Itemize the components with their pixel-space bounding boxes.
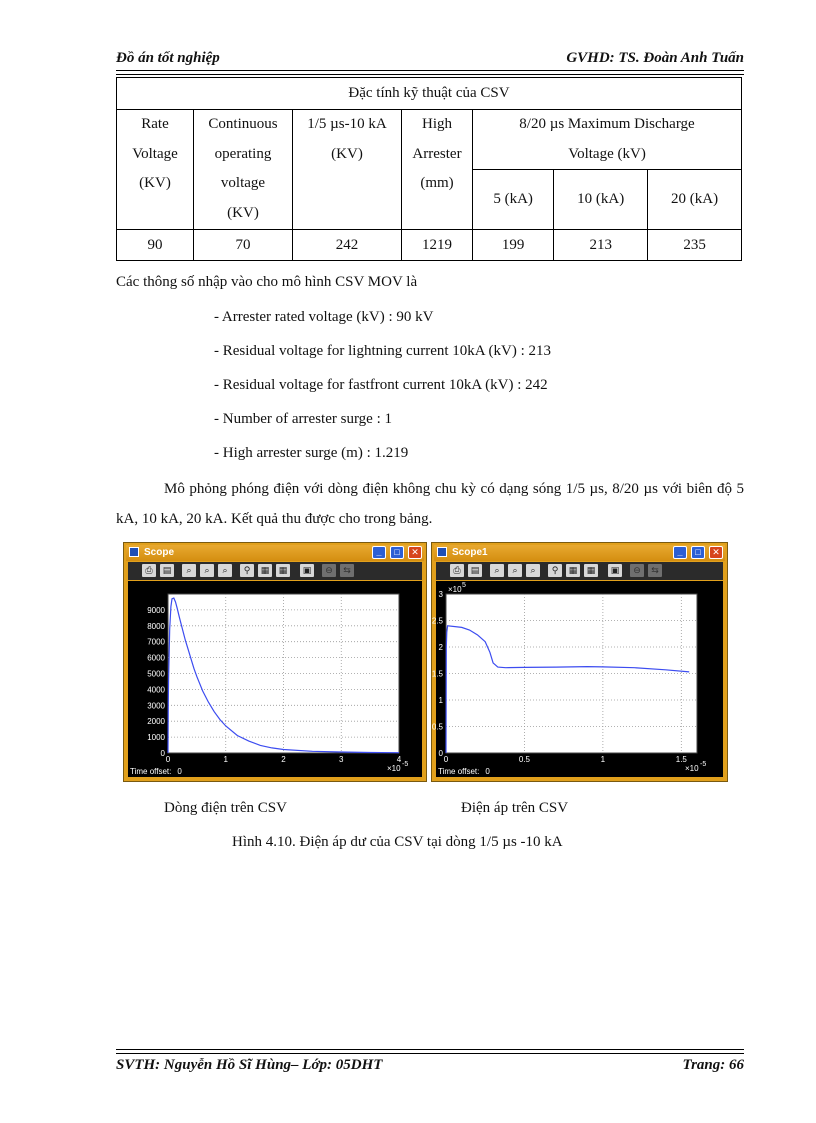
x-exponent-label: ×10 <box>387 764 401 773</box>
simulink-icon <box>129 547 139 557</box>
sub-10ka: 10 (kA) <box>554 170 648 230</box>
x-tick-label: 2 <box>281 755 286 764</box>
y-exponent-power: 5 <box>462 582 466 589</box>
footer-student: SVTH: Nguyễn Hồ Sĩ Hùng– Lớp: 05DHT <box>116 1057 383 1073</box>
figure-caption: Hình 4.10. Điện áp dư của CSV tại dòng 1/5 µs -10 kA <box>232 834 563 850</box>
minimize-icon[interactable]: _ <box>673 546 687 559</box>
y-tick-label: 0.5 <box>431 722 443 732</box>
y-tick-label: 3000 <box>147 701 165 711</box>
y-tick-label: 2000 <box>147 717 165 727</box>
scope-toolbar <box>436 562 723 580</box>
param-item: - Residual voltage for fastfront current 10kA (kV) : 242 <box>214 377 548 393</box>
value-5ka: 199 <box>473 230 554 261</box>
x-tick-label: 1 <box>600 755 606 764</box>
autoscale-icon[interactable]: ⚲ <box>548 564 562 577</box>
close-icon[interactable]: ✕ <box>408 546 422 559</box>
zoom-x-icon[interactable]: ⌕ <box>508 564 522 577</box>
x-tick-label: 0.5 <box>518 755 530 764</box>
voltage-plot <box>431 581 725 778</box>
x-exponent-power: -5 <box>700 761 707 768</box>
scope-plot-area <box>128 581 422 777</box>
param-item: - High arrester surge (m) : 1.219 <box>214 445 409 461</box>
simulink-icon <box>437 547 447 557</box>
maximize-icon[interactable]: □ <box>691 546 705 559</box>
save-axes-icon[interactable]: ▦ <box>258 564 272 577</box>
restore-axes-icon[interactable]: ▦ <box>276 564 290 577</box>
sub-5ka: 5 (kA) <box>473 170 554 230</box>
y-tick-label: 6000 <box>147 653 165 663</box>
scope-window-current[interactable] <box>123 542 427 782</box>
zoom-icon[interactable]: ⌕ <box>182 564 196 577</box>
lock-axes-icon[interactable]: ⊖ <box>630 564 644 577</box>
col-continuous-voltage: Continuous operating voltage (KV) <box>194 110 293 230</box>
zoom-icon[interactable]: ⌕ <box>490 564 504 577</box>
x-tick-label: 0 <box>443 755 449 764</box>
spec-table <box>116 77 742 261</box>
value-high-arrester: 1219 <box>402 230 473 261</box>
y-exponent-label: ×10 <box>448 585 462 594</box>
spec-table-title: Đặc tính kỹ thuật của CSV <box>117 78 742 110</box>
value-rate-voltage: 90 <box>117 230 194 261</box>
y-tick-label: 4000 <box>147 685 165 695</box>
scope-title: Scope1 <box>452 547 488 558</box>
param-item: - Number of arrester surge : 1 <box>214 411 392 427</box>
col-fast-front: 1/5 µs-10 kA (KV) <box>293 110 402 230</box>
y-tick-label: 0 <box>160 749 165 758</box>
x-tick-label: 1 <box>223 755 228 764</box>
current-plot <box>128 581 424 778</box>
x-tick-label: 1.5 <box>675 755 687 764</box>
scope-titlebar[interactable] <box>434 545 725 561</box>
print-icon[interactable]: ⎙ <box>142 564 156 577</box>
sub-20ka: 20 (kA) <box>648 170 742 230</box>
caption-voltage: Điện áp trên CSV <box>461 800 569 816</box>
y-tick-label: 3 <box>438 590 443 599</box>
value-20ka: 235 <box>648 230 742 261</box>
footer-page-number: Trang: 66 <box>682 1057 744 1073</box>
y-tick-label: 9000 <box>147 605 165 615</box>
floating-scope-icon[interactable]: ▣ <box>608 564 622 577</box>
param-item: - Arrester rated voltage (kV) : 90 kV <box>214 309 434 325</box>
header-rule <box>116 70 744 75</box>
scope-titlebar[interactable] <box>126 545 424 561</box>
minimize-icon[interactable]: _ <box>372 546 386 559</box>
value-10ka: 213 <box>554 230 648 261</box>
zoom-y-icon[interactable]: ⌕ <box>526 564 540 577</box>
print-icon[interactable]: ⎙ <box>450 564 464 577</box>
y-tick-label: 1000 <box>147 733 165 743</box>
scope-window-voltage[interactable] <box>431 542 728 782</box>
scope-toolbar <box>128 562 422 580</box>
simulation-paragraph: Mô phỏng phóng điện với dòng điện không chu kỳ có dạng sóng 1/5 µs, 8/20 µs với biên độ 5 kA, 10 kA, 20 kA. Kết quả thu được cho trong bảng. <box>116 481 744 527</box>
signal-selection-icon[interactable]: ⇆ <box>340 564 354 577</box>
y-tick-label: 1 <box>438 696 443 705</box>
y-tick-label: 0 <box>438 749 443 758</box>
time-offset: Time offset: 0 <box>438 767 490 776</box>
x-tick-label: 3 <box>339 755 344 764</box>
floating-scope-icon[interactable]: ▣ <box>300 564 314 577</box>
y-tick-label: 5000 <box>147 669 165 679</box>
col-rate-voltage: Rate Voltage (KV) <box>117 110 194 230</box>
value-fast-front: 242 <box>293 230 402 261</box>
restore-axes-icon[interactable]: ▦ <box>584 564 598 577</box>
y-tick-label: 2.5 <box>431 616 443 626</box>
caption-current: Dòng điện trên CSV <box>164 800 287 816</box>
time-offset: Time offset: 0 <box>130 767 182 776</box>
param-item: - Residual voltage for lightning current 10kA (kV) : 213 <box>214 343 552 359</box>
params-intro: Các thông số nhập vào cho mô hình CSV MOV là <box>116 274 418 290</box>
page-header <box>116 46 744 72</box>
lock-axes-icon[interactable]: ⊖ <box>322 564 336 577</box>
col-max-discharge: 8/20 µs Maximum Discharge Voltage (kV) <box>473 110 742 170</box>
parameters-icon[interactable]: ▤ <box>468 564 482 577</box>
close-icon[interactable]: ✕ <box>709 546 723 559</box>
zoom-x-icon[interactable]: ⌕ <box>200 564 214 577</box>
y-tick-label: 8000 <box>147 621 165 631</box>
maximize-icon[interactable]: □ <box>390 546 404 559</box>
x-tick-label: 4 <box>396 755 402 764</box>
signal-selection-icon[interactable]: ⇆ <box>648 564 662 577</box>
x-tick-label: 0 <box>165 755 171 764</box>
value-continuous: 70 <box>194 230 293 261</box>
y-tick-label: 2 <box>438 643 443 652</box>
footer-rule <box>116 1049 744 1054</box>
y-tick-label: 7000 <box>147 637 165 647</box>
scope-plot-area <box>431 581 723 777</box>
autoscale-icon[interactable]: ⚲ <box>240 564 254 577</box>
save-axes-icon[interactable]: ▦ <box>566 564 580 577</box>
zoom-y-icon[interactable]: ⌕ <box>218 564 232 577</box>
col-high-arrester: High Arrester (mm) <box>402 110 473 230</box>
x-exponent-power: -5 <box>402 761 409 768</box>
header-advisor: GVHD: TS. Đoàn Anh Tuấn <box>566 50 744 66</box>
x-exponent-label: ×10 <box>685 764 699 773</box>
parameters-icon[interactable]: ▤ <box>160 564 174 577</box>
y-tick-label: 1.5 <box>431 669 443 679</box>
header-thesis-title: Đồ án tốt nghiệp <box>116 50 220 66</box>
scope-title: Scope <box>144 547 175 558</box>
